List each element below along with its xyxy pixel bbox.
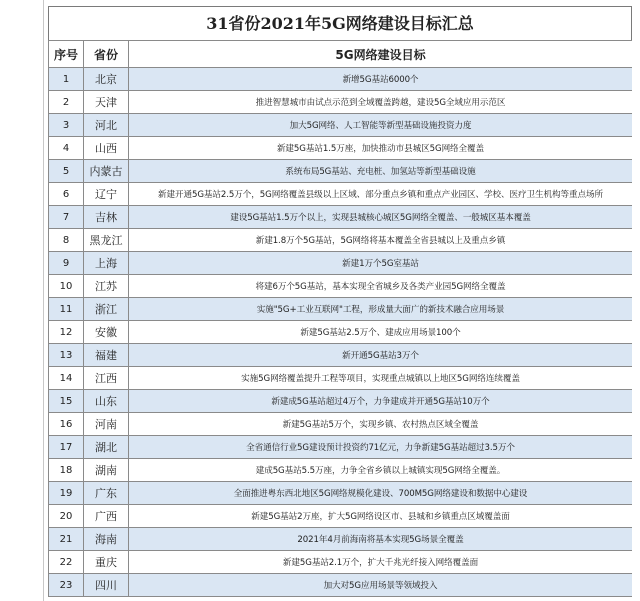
table-row: [49, 482, 633, 505]
cell-province[interactable]: 江苏: [84, 275, 129, 298]
cell-index[interactable]: 13: [49, 344, 84, 367]
cell-province[interactable]: 四川: [84, 574, 129, 597]
cell-goal[interactable]: 新增5G基站6000个: [129, 68, 633, 91]
table-title: 31省份2021年5G网络建设目标汇总: [48, 6, 632, 40]
cell-goal[interactable]: 将建6万个5G基站，基本实现全省城乡及各类产业园5G网络全覆盖: [129, 275, 633, 298]
cell-province[interactable]: 河北: [84, 114, 129, 137]
cell-province[interactable]: 海南: [84, 528, 129, 551]
header-row: [49, 41, 633, 68]
table-row: [49, 183, 633, 206]
cell-index[interactable]: 22: [49, 551, 84, 574]
cell-index[interactable]: 14: [49, 367, 84, 390]
table-row: [49, 367, 633, 390]
cell-goal[interactable]: 新建1.8万个5G基站，5G网络将基本覆盖全省县城以上及重点乡镇: [129, 229, 633, 252]
cell-province[interactable]: 广西: [84, 505, 129, 528]
table-row: [49, 229, 633, 252]
cell-goal[interactable]: 2021年4月前海南将基本实现5G场景全覆盖: [129, 528, 633, 551]
cell-goal[interactable]: 加大对5G应用场景等领域投入: [129, 574, 633, 597]
cell-index[interactable]: 5: [49, 160, 84, 183]
cell-index[interactable]: 20: [49, 505, 84, 528]
cell-index[interactable]: 18: [49, 459, 84, 482]
cell-index[interactable]: 4: [49, 137, 84, 160]
cell-index[interactable]: 17: [49, 436, 84, 459]
cell-province[interactable]: 湖北: [84, 436, 129, 459]
cell-province[interactable]: 浙江: [84, 298, 129, 321]
cell-goal[interactable]: 全省通信行业5G建设预计投资约71亿元，力争新建5G基站超过3.5万个: [129, 436, 633, 459]
table-row: [49, 160, 633, 183]
cell-index[interactable]: 12: [49, 321, 84, 344]
cell-province[interactable]: 山东: [84, 390, 129, 413]
cell-index[interactable]: 6: [49, 183, 84, 206]
header-index[interactable]: 序号: [49, 41, 84, 68]
table-row: [49, 68, 633, 91]
cell-province[interactable]: 北京: [84, 68, 129, 91]
cell-index[interactable]: 23: [49, 574, 84, 597]
cell-index[interactable]: 11: [49, 298, 84, 321]
cell-province[interactable]: 江西: [84, 367, 129, 390]
cell-goal[interactable]: 系统布局5G基站、充电桩、加氢站等新型基础设施: [129, 160, 633, 183]
table-row: [49, 413, 633, 436]
cell-goal[interactable]: 新开通5G基站3万个: [129, 344, 633, 367]
cell-province[interactable]: 安徽: [84, 321, 129, 344]
cell-province[interactable]: 上海: [84, 252, 129, 275]
cell-goal[interactable]: 实施"5G+工业互联网"工程，形成量大面广的新技术融合应用场景: [129, 298, 633, 321]
cell-province[interactable]: 内蒙古: [84, 160, 129, 183]
table-row: [49, 275, 633, 298]
table-row: [49, 137, 633, 160]
cell-province[interactable]: 黑龙江: [84, 229, 129, 252]
table-row: [49, 390, 633, 413]
table-row: [49, 91, 633, 114]
table-row: [49, 114, 633, 137]
table-row: [49, 344, 633, 367]
cell-goal[interactable]: 建设5G基站1.5万个以上，实现县城核心城区5G网络全覆盖、一般城区基本覆盖: [129, 206, 633, 229]
cell-goal[interactable]: 新建5G基站2.1万个，扩大千兆光纤接入网络覆盖面: [129, 551, 633, 574]
cell-goal[interactable]: 实施5G网络覆盖提升工程等项目，实现重点城镇以上地区5G网络连续覆盖: [129, 367, 633, 390]
gridline: [43, 0, 44, 601]
goals-table: [48, 40, 632, 597]
row-header-strip: [0, 0, 48, 601]
cell-province[interactable]: 天津: [84, 91, 129, 114]
cell-province[interactable]: 吉林: [84, 206, 129, 229]
cell-index[interactable]: 8: [49, 229, 84, 252]
cell-index[interactable]: 15: [49, 390, 84, 413]
table-row: [49, 321, 633, 344]
cell-province[interactable]: 山西: [84, 137, 129, 160]
cell-province[interactable]: 湖南: [84, 459, 129, 482]
cell-goal[interactable]: 新建5G基站5万个，实现乡镇、农村热点区域全覆盖: [129, 413, 633, 436]
cell-index[interactable]: 10: [49, 275, 84, 298]
cell-province[interactable]: 福建: [84, 344, 129, 367]
cell-index[interactable]: 9: [49, 252, 84, 275]
cell-goal[interactable]: 建成5G基站5.5万座，力争全省乡镇以上城镇实现5G网络全覆盖。: [129, 459, 633, 482]
cell-goal[interactable]: 新建成5G基站超过4万个，力争建成并开通5G基站10万个: [129, 390, 633, 413]
cell-goal[interactable]: 推进智慧城市由试点示范到全域覆盖跨越，建设5G全域应用示范区: [129, 91, 633, 114]
spreadsheet-sheet: [48, 6, 632, 601]
cell-index[interactable]: 2: [49, 91, 84, 114]
table-row: [49, 298, 633, 321]
cell-province[interactable]: 辽宁: [84, 183, 129, 206]
cell-index[interactable]: 7: [49, 206, 84, 229]
cell-goal[interactable]: 全面推进粤东西北地区5G网络规模化建设、700M5G网络建设和数据中心建设: [129, 482, 633, 505]
cell-index[interactable]: 19: [49, 482, 84, 505]
cell-province[interactable]: 河南: [84, 413, 129, 436]
table-row: [49, 574, 633, 597]
table-row: [49, 505, 633, 528]
table-row: [49, 206, 633, 229]
cell-goal[interactable]: 新建1万个5G室基站: [129, 252, 633, 275]
table-row: [49, 528, 633, 551]
header-province[interactable]: 省份: [84, 41, 129, 68]
cell-index[interactable]: 1: [49, 68, 84, 91]
cell-index[interactable]: 21: [49, 528, 84, 551]
cell-province[interactable]: 重庆: [84, 551, 129, 574]
cell-index[interactable]: 16: [49, 413, 84, 436]
cell-index[interactable]: 3: [49, 114, 84, 137]
cell-goal[interactable]: 新建5G基站2.5万个、建成应用场景100个: [129, 321, 633, 344]
table-row: [49, 551, 633, 574]
cell-goal[interactable]: 新建开通5G基站2.5万个，5G网络覆盖县级以上区域、部分重点乡镇和重点产业园区、学校、医疗卫生机构等重点场所: [129, 183, 633, 206]
cell-goal[interactable]: 新建5G基站1.5万座，加快推动市县城区5G网络全覆盖: [129, 137, 633, 160]
header-goal[interactable]: 5G网络建设目标: [129, 41, 633, 68]
table-row: [49, 252, 633, 275]
table-row: [49, 436, 633, 459]
table-row: [49, 459, 633, 482]
cell-goal[interactable]: 新建5G基站2万座，扩大5G网络设区市、县城和乡镇重点区域覆盖面: [129, 505, 633, 528]
cell-goal[interactable]: 加大5G网络、人工智能等新型基础设施投资力度: [129, 114, 633, 137]
cell-province[interactable]: 广东: [84, 482, 129, 505]
